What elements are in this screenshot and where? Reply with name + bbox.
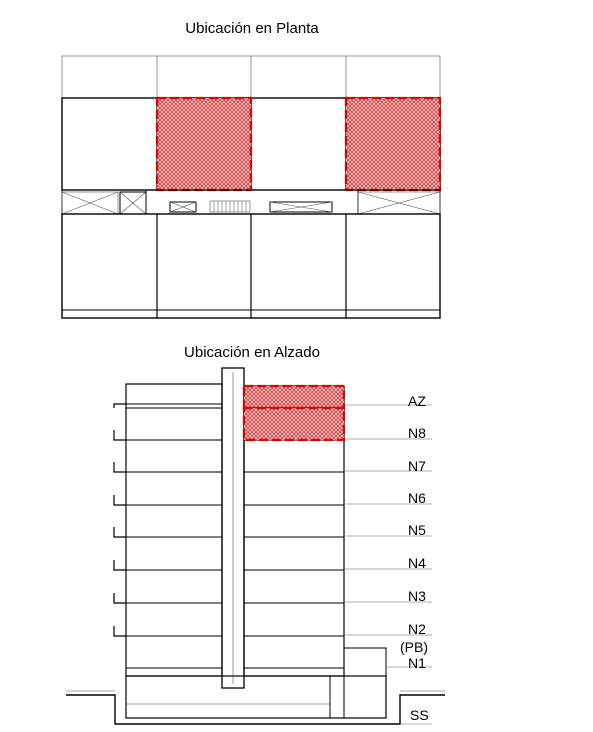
level-label: N1 [408, 655, 426, 671]
plan-title: Ubicación en Planta [185, 20, 319, 37]
highlighted-unit-elevation-n8 [244, 408, 344, 440]
level-label: AZ [408, 393, 426, 409]
level-label: (PB) [400, 639, 428, 655]
level-label: N4 [408, 555, 426, 571]
building-elevation [66, 368, 445, 724]
level-label: N7 [408, 458, 426, 474]
plan-core [62, 190, 440, 214]
balconies [114, 404, 126, 636]
elevation-title: Ubicación en Alzado [184, 344, 320, 361]
level-label: N8 [408, 425, 426, 441]
level-label: N3 [408, 588, 426, 604]
level-label: N2 [408, 621, 426, 637]
ground-line [66, 695, 445, 724]
level-label: SS [410, 707, 429, 723]
floor-plan [62, 56, 440, 318]
level-label: N5 [408, 522, 426, 538]
highlighted-unit-plan-1 [157, 98, 251, 190]
highlighted-unit-elevation-az [244, 386, 344, 408]
highlighted-unit-plan-2 [346, 98, 440, 190]
level-label: N6 [408, 490, 426, 506]
